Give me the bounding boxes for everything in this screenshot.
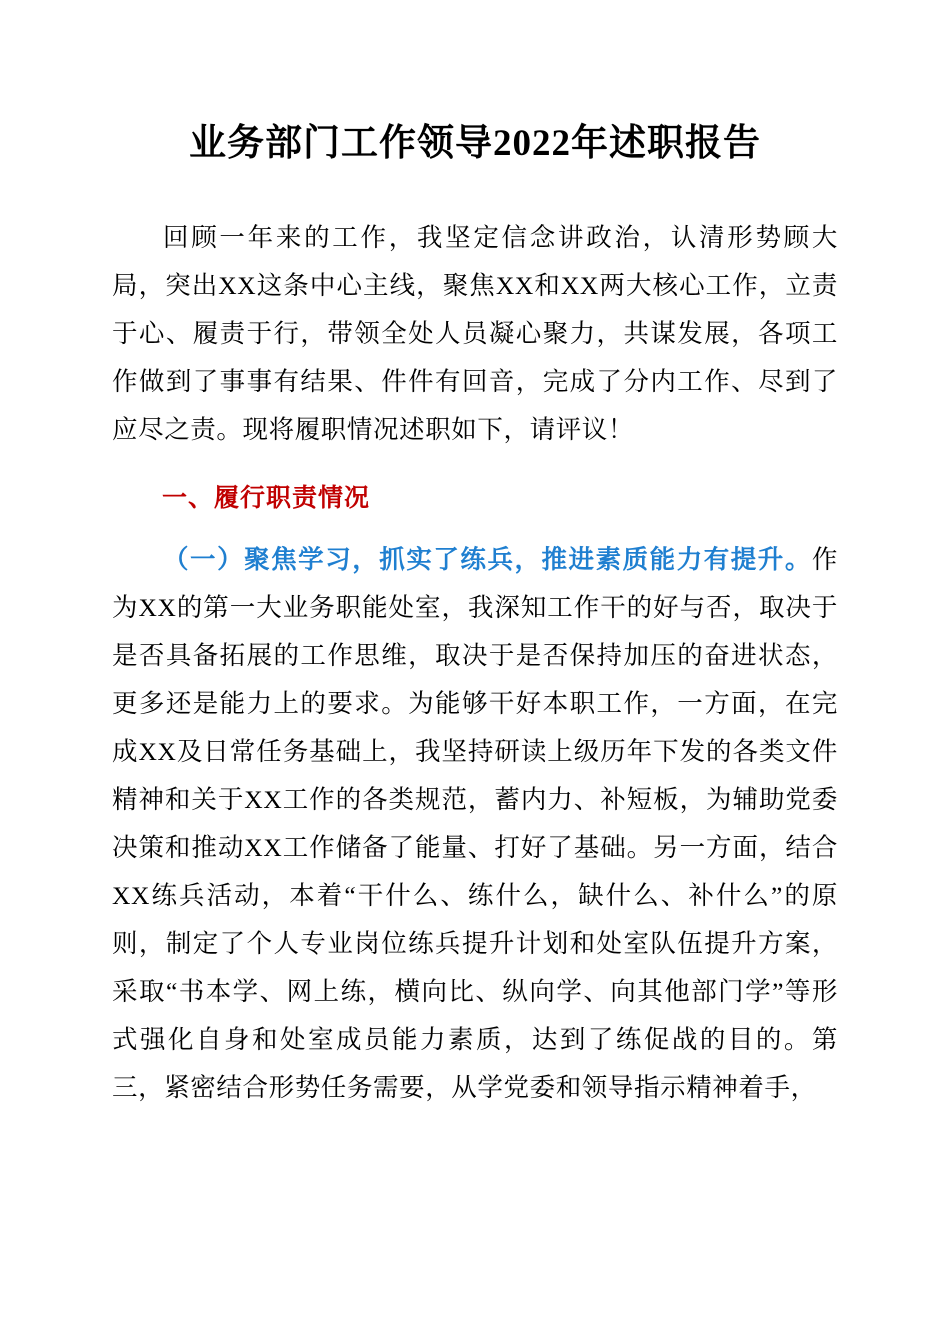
section-heading-1: 一、履行职责情况: [162, 484, 371, 513]
page-title: 业务部门工作领导2022年述职报告: [189, 123, 761, 164]
subsection-lead-1: （一）聚焦学习，抓实了练兵，推进素质能力有提升。: [163, 544, 812, 574]
subsection-body-1: 作为XX的第一大业务职能处室，我深知工作干的好与否，取决于是否具备拓展的工作思维，取决于是否保持加压的奋进状态，更多还是能力上的要求。为能够干好本职工作，一方面，在完成XX及日常任务基础上，我坚持研读上级历年下发的各类文件精神和关于XX工作的各类规范，蓄内力、补短板，为辅助党委决策和推动XX工作储备了能量、打好了基础。另一方面，结合XX练兵活动，本着“干什么、练什么，缺什么、补什么”的原则，制定了个人专业岗位练兵提升计划和处室队伍提升方案，采取“书本学、网上练，横向比、纵向学、向其他部门学”等形式强化自身和处室成员能力素质，达到了练促战的目的。第三，紧密结合形势任务需要，从学党委和领导指示精神着手，: [112, 544, 838, 1102]
subsection-paragraph-1: [112, 536, 838, 1112]
intro-paragraph: 回顾一年来的工作，我坚定信念讲政治，认清形势顾大局，突出XX这条中心主线，聚焦XX和XX两大核心工作，立责于心、履责于行，带领全处人员凝心聚力，共谋发展，各项工作做到了事事有结果、件件有回音，完成了分内工作、尽到了应尽之责。现将履职情况述职如下，请评议！: [112, 223, 838, 445]
